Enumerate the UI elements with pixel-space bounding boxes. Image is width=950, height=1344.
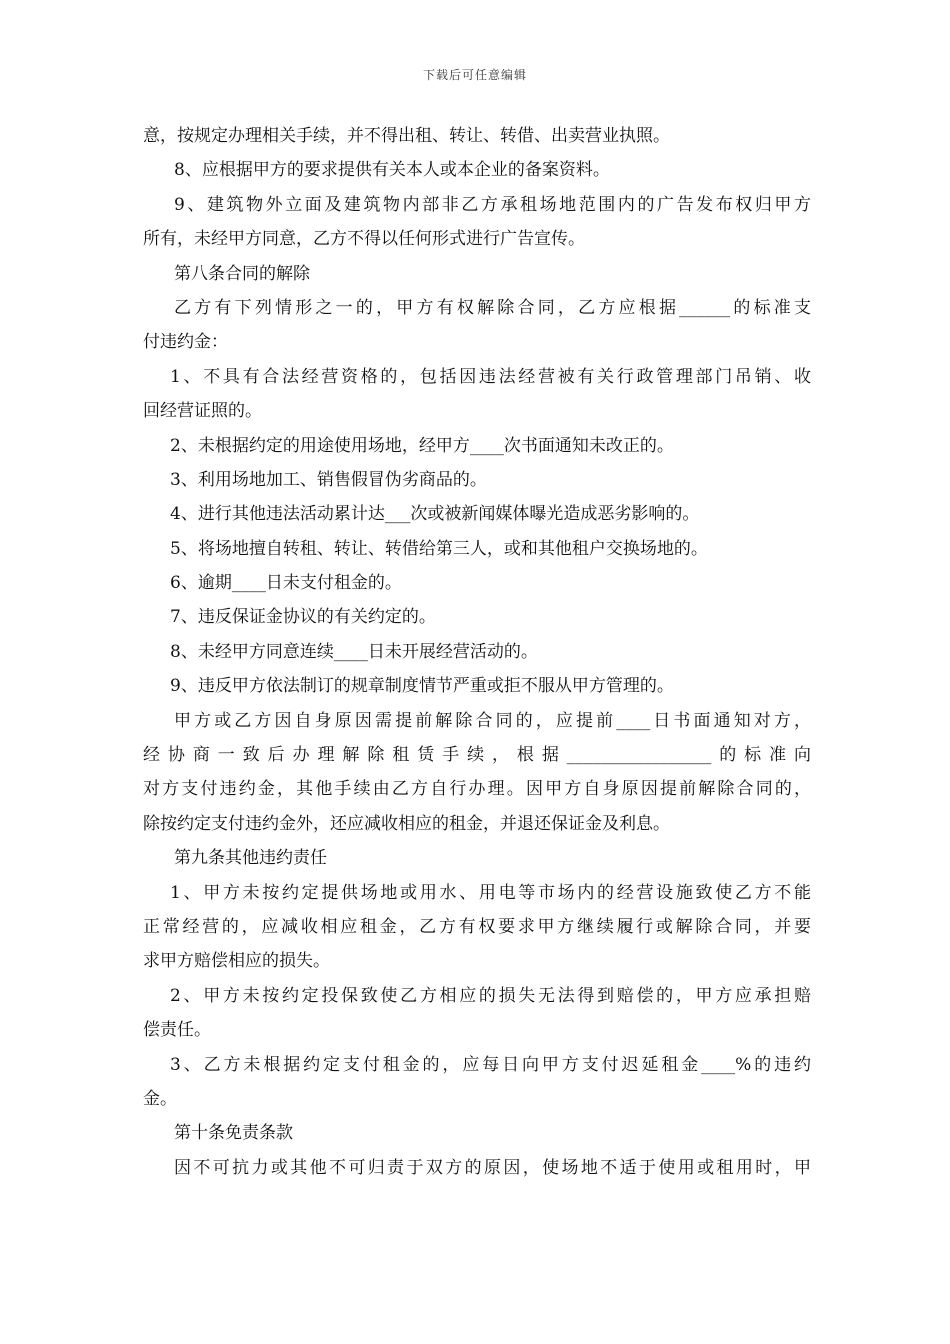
list-item: 9、违反甲方依法制订的规章制度情节严重或拒不服从甲方管理的。 [170, 676, 674, 697]
paragraph-line: 除按约定支付违约金外，还应减收相应的租金，并退还保证金及利息。 [143, 813, 670, 834]
paragraph-line: 经协商一致后办理解除租赁手续，根据_________________的标准向 [143, 745, 811, 766]
page-header: 下载后可任意编辑 [422, 68, 527, 82]
list-item: 1、不具有合法经营资格的，包括因违法经营被有关行政管理部门吊销、收 [170, 366, 811, 387]
paragraph-line: 因不可抗力或其他不可归责于双方的原因，使场地不适于使用或租用时，甲 [174, 1157, 811, 1178]
paragraph-line: 对方支付违约金，其他手续由乙方自行办理。因甲方自身原因提前解除合同的， [143, 779, 811, 800]
list-item: 3、利用场地加工、销售假冒伪劣商品的。 [170, 469, 487, 490]
paragraph-line: 求甲方赔偿相应的损失。 [143, 951, 330, 972]
paragraph-line: 金。 [143, 1088, 177, 1109]
paragraph-line: 偿责任。 [143, 1020, 211, 1041]
section-heading: 第十条免责条款 [174, 1123, 293, 1144]
paragraph-line: 9、建筑物外立面及建筑物内部非乙方承租场地范围内的广告发布权归甲方 [174, 194, 811, 215]
paragraph-line: 甲方或乙方因自身原因需提前解除合同的，应提前____日书面通知对方， [174, 710, 811, 731]
list-item: 3、乙方未根据约定支付租金的，应每日向甲方支付迟延租金____%的违约 [170, 1054, 811, 1075]
document-body [143, 119, 811, 1185]
paragraph-line: 回经营证照的。 [143, 401, 262, 422]
list-item: 6、逾期____日未支付租金的。 [170, 573, 402, 594]
section-heading: 第九条其他违约责任 [174, 848, 327, 869]
list-item: 7、违反保证金协议的有关约定的。 [170, 607, 436, 628]
list-item: 4、进行其他违法活动累计达___次或被新闻媒体曝光造成恶劣影响的。 [170, 504, 700, 525]
section-heading: 第八条合同的解除 [174, 263, 310, 284]
list-item: 8、未经甲方同意连续____日未开展经营活动的。 [170, 641, 538, 662]
list-item: 1、甲方未按约定提供场地或用水、用电等市场内的经营设施致使乙方不能 [170, 882, 811, 903]
list-item: 2、甲方未按约定投保致使乙方相应的损失无法得到赔偿的，甲方应承担赔 [170, 985, 811, 1006]
paragraph-line: 所有，未经甲方同意，乙方不得以任何形式进行广告宣传。 [143, 229, 585, 250]
paragraph-line: 付违约金： [143, 332, 228, 353]
paragraph-line: 乙方有下列情形之一的，甲方有权解除合同，乙方应根据______的标准支 [174, 297, 811, 318]
paragraph-line: 正常经营的，应减收相应租金，乙方有权要求甲方继续履行或解除合同，并要 [143, 916, 811, 937]
paragraph-line: 意，按规定办理相关手续，并不得出租、转让、转借、出卖营业执照。 [143, 126, 670, 146]
paragraph-line: 8、应根据甲方的要求提供有关本人或本企业的备案资料。 [174, 160, 610, 181]
list-item: 2、未根据约定的用途使用场地，经甲方____次书面通知未改正的。 [170, 435, 674, 456]
list-item: 5、将场地擅自转租、转让、转借给第三人，或和其他租户交换场地的。 [170, 538, 708, 559]
